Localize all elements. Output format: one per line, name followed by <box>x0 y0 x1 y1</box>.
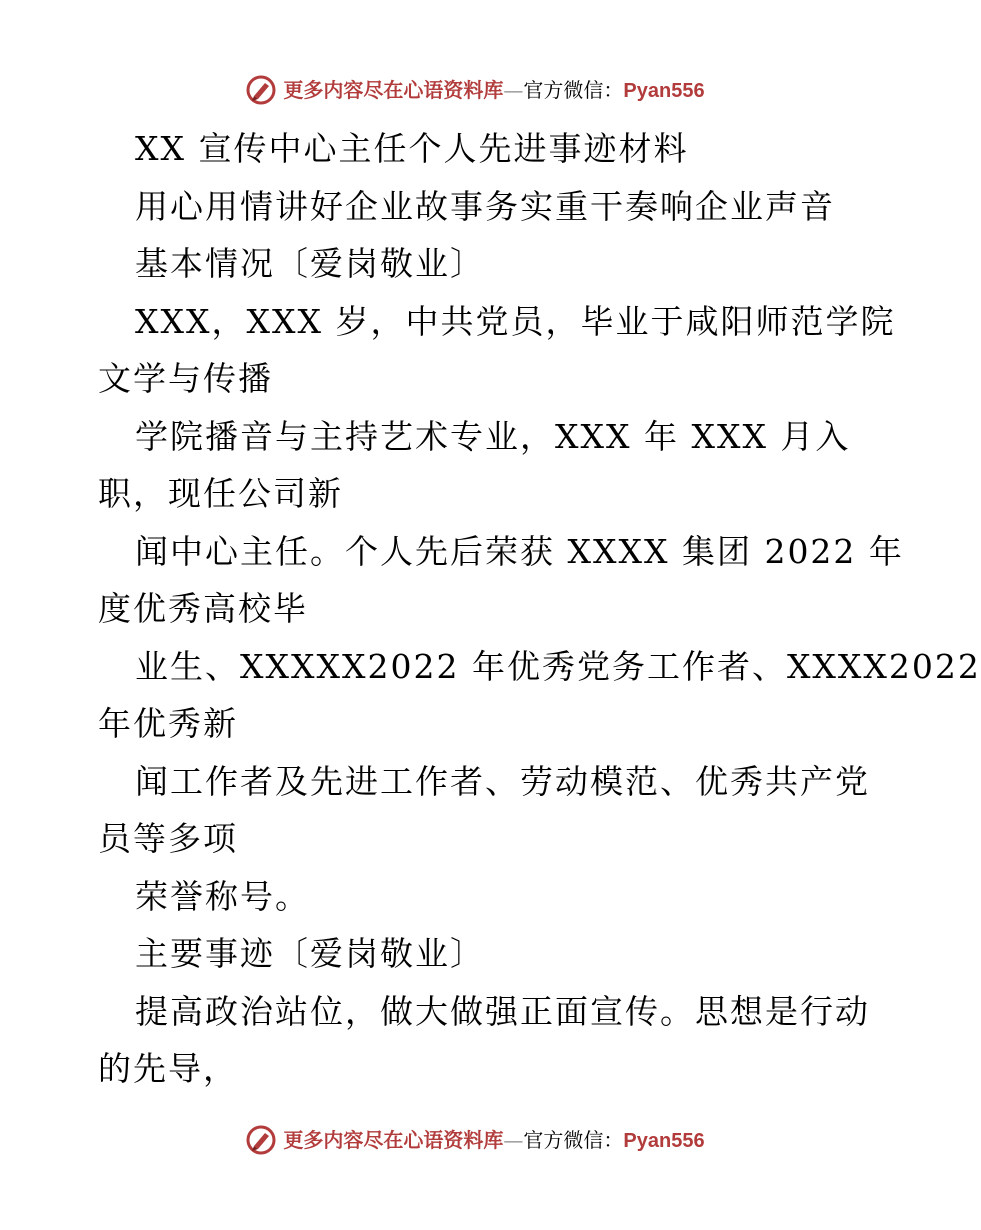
banner-wechat-account: Pyan556 <box>623 79 705 102</box>
text-line: 的先导， <box>98 1049 238 1088</box>
banner-slogan: 更多内容尽在心语资料库 <box>283 77 504 102</box>
footer-banner <box>0 1120 950 1160</box>
text-line: XXX，XXX 岁，中共党员，毕业于咸阳师范学院 <box>135 301 896 341</box>
banner-dash: — <box>503 1127 524 1152</box>
header-banner <box>0 70 950 110</box>
banner-slogan: 更多内容尽在心语资料库 <box>283 1127 504 1152</box>
document-body <box>98 120 981 1098</box>
text-line: 闻工作者及先进工作者、劳动模范、优秀共产党 <box>135 761 870 801</box>
banner-wechat-label: 官方微信： <box>523 77 624 102</box>
text-line: 业生、XXXXX2022 年优秀党务工作者、XXXX2022 <box>135 646 981 686</box>
text-line: 闻中心主任。个人先后荣获 XXXX 集团 2022 年 <box>135 531 904 571</box>
document-subtitle: 用心用情讲好企业故事务实重干奏响企业声音 <box>135 186 835 226</box>
text-line: 职，现任公司新 <box>98 474 343 513</box>
banner-text <box>283 77 705 102</box>
text-line: 荣誉称号。 <box>135 876 310 916</box>
text-line: 文学与传播 <box>98 359 273 398</box>
banner-dash: — <box>503 77 524 102</box>
section-heading-main-deeds: 主要事迹〔爱岗敬业〕 <box>135 934 485 973</box>
text-line: 提高政治站位，做大做强正面宣传。思想是行动 <box>135 991 870 1031</box>
text-line: 员等多项 <box>98 819 238 858</box>
text-line: 度优秀高校毕 <box>98 589 308 628</box>
brush-pen-logo-icon <box>245 74 277 106</box>
banner-text <box>283 1127 705 1152</box>
document-title: XX 宣传中心主任个人先进事迹材料 <box>135 129 689 168</box>
brush-pen-logo-icon <box>245 1124 277 1156</box>
banner-wechat-label: 官方微信： <box>523 1127 624 1152</box>
text-line: 年优秀新 <box>98 704 238 743</box>
text-line: 学院播音与主持艺术专业，XXX 年 XXX 月入 <box>135 416 851 456</box>
banner-wechat-account: Pyan556 <box>623 1129 705 1152</box>
section-heading-basic-info: 基本情况〔爱岗敬业〕 <box>135 244 485 283</box>
